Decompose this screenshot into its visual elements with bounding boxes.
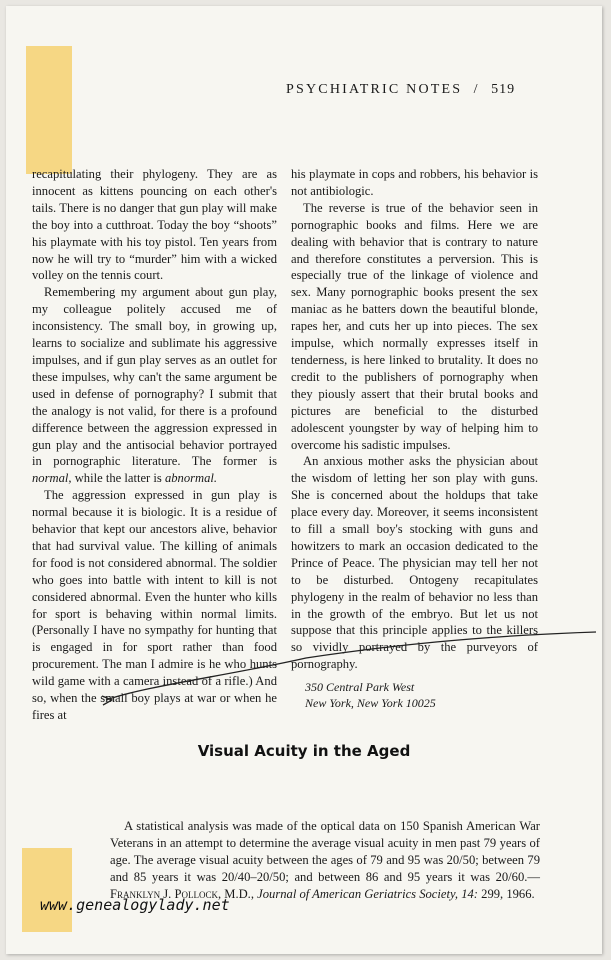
running-head-separator: / bbox=[473, 82, 480, 97]
page-number: 519 bbox=[491, 82, 516, 97]
left-paragraph-3: The aggression expressed in gun play is normal because it is biologic. It is a residue of behavior that kept our ancestors alive, behavior that had survival value. The killing of animals for food is not considered abnormal. The soldier who goes into battle with intent to kill is not considered abnormal. Even the hunter who kills for sport is behaving within normal limits. (Personally I have no sympathy for hunting that is engaged in for sport rather than food procurement. The man I admire is he who hunts wild game with a camera instead of a rifle.) And so, when the small boy plays at war or when he fires at bbox=[32, 488, 277, 722]
left-paragraph-2: Remembering my argument about gun play, my colleague politely accused me of inconsistency. The small boy, in growing up, learns to socialize and sublimate his aggressive impulses, and if gun play serves as an outlet for these impulses, why can't the same argument be used in defense of pornography? I submit that the analogy is not valid, for there is a profound difference between the aggression expressed in gun play and the antisocial behavior portrayed in pornographic literature. The former is normal, while the latter is abnormal. bbox=[32, 285, 277, 486]
article-journal: Journal of American Geriatrics Society, bbox=[257, 887, 459, 901]
emphasis-normal: normal, bbox=[32, 471, 72, 486]
article-author: Franklyn J. Pollock, M.D., bbox=[110, 887, 254, 901]
right-paragraph-2: The reverse is true of the behavior seen in pornographic books and films. Here we are dealing with behavior that is contrary to nature and therefore constitutes a perversion. This is especially true of the linkage of violence and sex. Many pornographic books present the sex maniac as he batters down the beautiful blonde, rapes her, and cuts her up into pieces. The sex impulse, which normally expresses itself in tenderness, is here linked to brutality. It does no credit to the publishers of pornography when they piously assert that their brutal books and pictures are beneficial to the disturbed adolescent youngster by way of helping him to overcome his sadistic impulses. bbox=[291, 200, 538, 452]
emphasis-abnormal: abnormal. bbox=[164, 471, 218, 486]
watermark: www.genealogylady.net bbox=[40, 896, 230, 914]
address-line-1: 350 Central Park West bbox=[305, 680, 415, 695]
article-pages-year: 299, 1966. bbox=[481, 887, 535, 901]
handwritten-ink-line bbox=[6, 6, 602, 954]
running-head-title: PSYCHIATRIC NOTES bbox=[286, 82, 463, 97]
address-line-2: New York, New York 10025 bbox=[305, 696, 436, 711]
article-body bbox=[110, 818, 540, 903]
article-title: Visual Acuity in the Aged bbox=[197, 742, 411, 760]
left-paragraph-1: recapitulating their phylogeny. They are as innocent as kittens pouncing on each other's tails. There is no danger that gun play will make the boy into a cutthroat. Today the boy “shoots” his playmate with his toy pistol. Ten years from now he will try to “murder” him with a wicked volley on the tennis court. bbox=[32, 167, 277, 283]
article-text: A statistical analysis was made of the optical data on 150 Spanish American War Veterans in an attempt to determine the average visual acuity in men past 79 years of age. The average visual acuity between the ages of 79 and 95 was 20/50; between 79 and 85 years it was 20/40–20/50; and between 86 and 95 years it was 20/60.— bbox=[110, 819, 540, 884]
right-paragraph-1: his playmate in cops and robbers, his behavior is not antibiologic. bbox=[291, 167, 538, 198]
scanned-page bbox=[6, 6, 602, 954]
right-paragraph-3: An anxious mother asks the physician about the wisdom of letting her son play with guns. She is concerned about the holdups that take place every day. Moreover, it seems inconsistent to fill a small boy's stocking with guns and howitzers to mark an occasion dedicated to the Prince of Peace. The physician may tell her not to be disturbed. Ontogeny recapitulates phylogeny in the realm of behavior no less than in the growth of the embryo. But let us not suppose that this principle applies to the killers so vividly portrayed by the purveyors of pornography. bbox=[291, 454, 538, 672]
article-volume: 14: bbox=[461, 887, 478, 901]
